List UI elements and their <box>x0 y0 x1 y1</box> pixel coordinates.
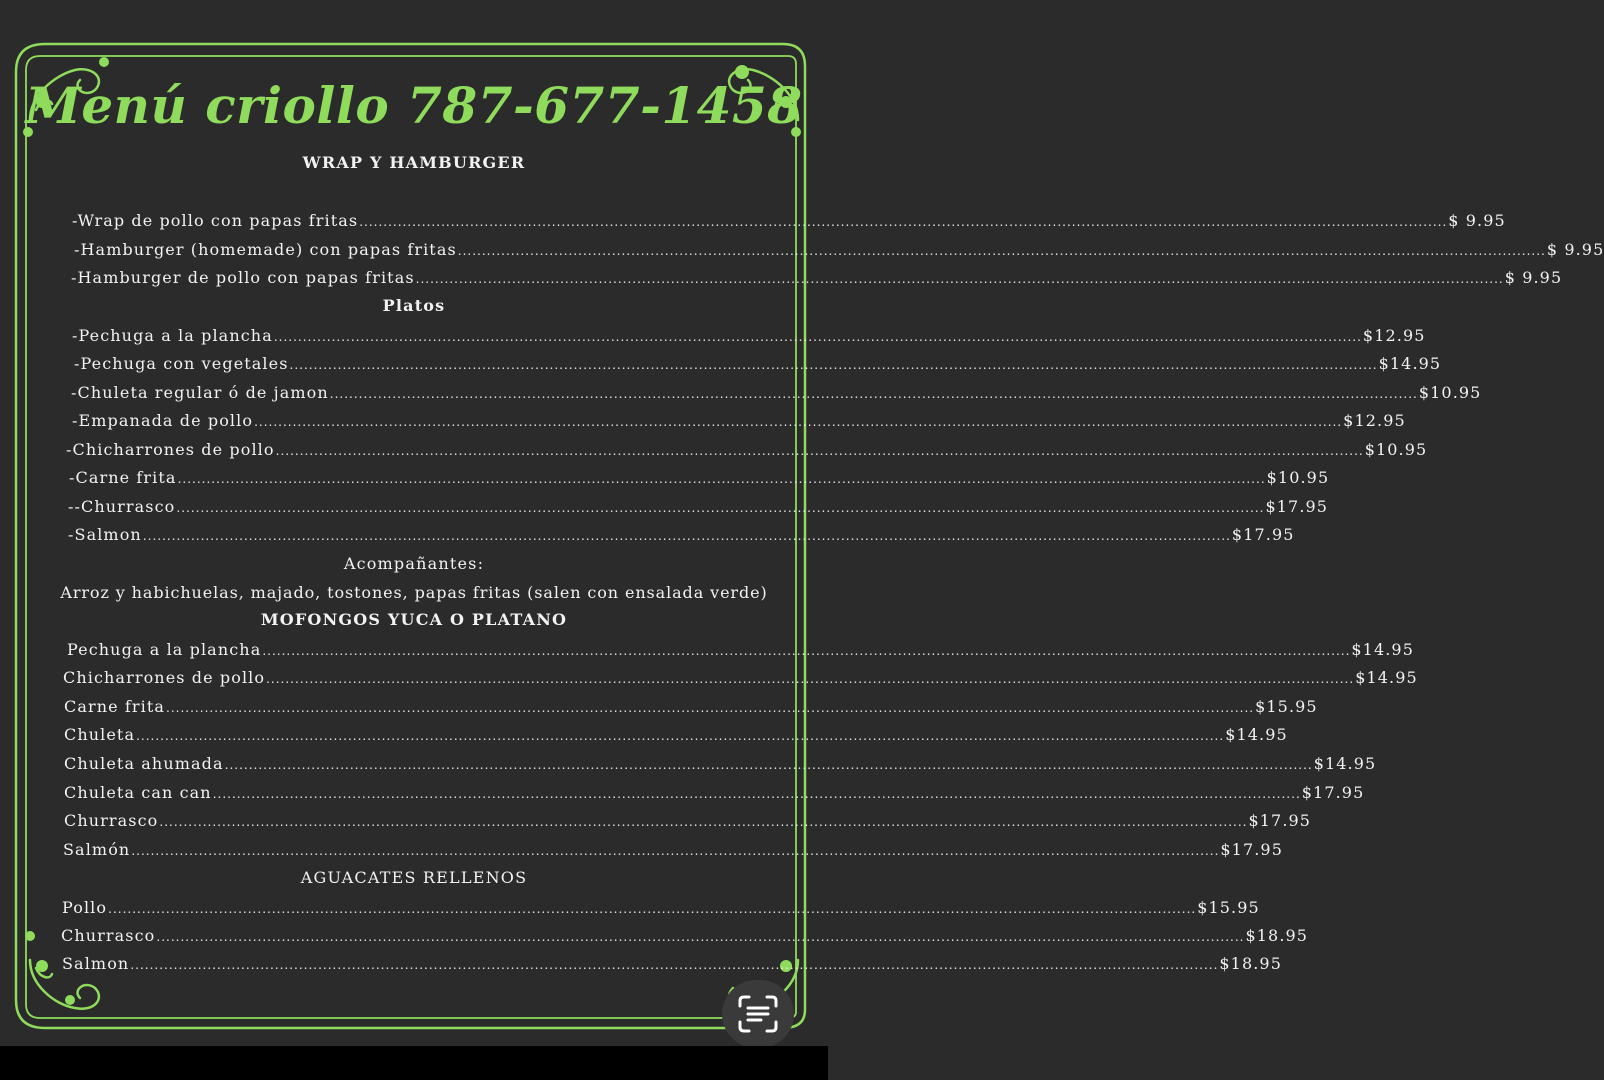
menu-item <box>68 497 1329 516</box>
item-price: $ 9.95 <box>1448 211 1506 230</box>
section-platos: Platos <box>382 296 446 315</box>
leader-dots: .................................................................................................................................................................................................................................. <box>177 472 1266 486</box>
item-name: Carne frita <box>64 697 166 716</box>
section-aguacates: AGUACATES RELLENOS <box>300 868 528 887</box>
menu-item <box>72 326 1426 345</box>
item-name: -Salmon <box>68 525 142 544</box>
menu-item <box>63 840 1283 859</box>
item-price: $12.95 <box>1362 326 1426 345</box>
menu-item <box>71 383 1482 402</box>
scan-text-icon <box>736 994 780 1034</box>
leader-dots: .................................................................................................................................................................................................................................. <box>136 729 1225 743</box>
item-price: $14.95 <box>1351 640 1414 659</box>
menu-item <box>62 954 1282 973</box>
item-name: -Chicharrones de pollo <box>66 440 275 459</box>
item-name: Salmón <box>63 840 131 859</box>
leader-dots: .................................................................................................................................................................................................................................. <box>266 672 1355 686</box>
menu-item <box>64 754 1377 773</box>
item-price: $18.95 <box>1245 926 1309 945</box>
menu-item <box>74 240 1604 259</box>
item-price: $ 9.95 <box>1504 268 1563 287</box>
menu-title: Menú criollo 787-677-1458 <box>25 76 803 135</box>
menu-item <box>61 926 1309 945</box>
item-name: Chuleta <box>64 725 136 744</box>
item-name: --Churrasco <box>68 497 176 516</box>
menu-item <box>68 525 1295 544</box>
item-price: $14.95 <box>1355 668 1418 687</box>
item-price: $ 9.95 <box>1546 240 1604 259</box>
leader-dots: .................................................................................................................................................................................................................................. <box>273 330 1362 344</box>
item-price: $14.95 <box>1313 754 1377 773</box>
menu-item <box>71 268 1563 287</box>
item-name: Salmon <box>62 954 130 973</box>
item-price: $10.95 <box>1418 383 1482 402</box>
item-name: Pollo <box>62 898 108 917</box>
leader-dots: .................................................................................................................................................................................................................................. <box>166 701 1255 715</box>
leader-dots: .................................................................................................................................................................................................................................. <box>289 358 1378 372</box>
item-price: $10.95 <box>1364 440 1428 459</box>
item-name: -Chuleta regular ó de jamon <box>71 383 329 402</box>
menu-item <box>69 468 1330 487</box>
leader-dots: .................................................................................................................................................................................................................................. <box>415 272 1504 286</box>
leader-dots: .................................................................................................................................................................................................................................. <box>224 758 1313 772</box>
item-name: Churrasco <box>64 811 159 830</box>
item-name: -Pechuga con vegetales <box>74 354 289 373</box>
menu-item <box>64 697 1318 716</box>
item-price: $17.95 <box>1301 783 1365 802</box>
section-mofongos: MOFONGOS YUCA O PLATANO <box>260 610 568 629</box>
item-name: -Hamburger (homemade) con papas fritas <box>74 240 457 259</box>
section-wrap-hamburger: WRAP Y HAMBURGER <box>302 153 526 172</box>
leader-dots: .................................................................................................................................................................................................................................. <box>254 415 1343 429</box>
leader-dots: .................................................................................................................................................................................................................................. <box>142 529 1231 543</box>
menu-item <box>62 898 1260 917</box>
item-name: -Pechuga a la plancha <box>72 326 273 345</box>
leader-dots: .................................................................................................................................................................................................................................. <box>176 501 1265 515</box>
bottom-bar <box>0 1046 828 1080</box>
menu-item <box>63 668 1418 687</box>
item-name: -Wrap de pollo con papas fritas <box>72 211 359 230</box>
acompanantes-note: Arroz y habichuelas, majado, tostones, papas fritas (salen con ensalada verde) <box>60 583 768 602</box>
item-price: $14.95 <box>1378 354 1442 373</box>
menu-item <box>72 411 1406 430</box>
item-name: Churrasco <box>61 926 156 945</box>
leader-dots: .................................................................................................................................................................................................................................. <box>359 215 1448 229</box>
leader-dots: .................................................................................................................................................................................................................................. <box>156 930 1245 944</box>
menu-item <box>72 211 1506 230</box>
item-name: Pechuga a la plancha <box>67 640 262 659</box>
menu-item <box>64 725 1288 744</box>
item-price: $17.95 <box>1248 811 1312 830</box>
menu-item <box>67 640 1414 659</box>
item-name: Chuleta can can <box>64 783 212 802</box>
scan-text-button[interactable] <box>722 980 794 1048</box>
item-price: $10.95 <box>1266 468 1330 487</box>
item-price: $14.95 <box>1225 725 1288 744</box>
leader-dots: .................................................................................................................................................................................................................................. <box>159 815 1248 829</box>
leader-dots: .................................................................................................................................................................................................................................. <box>108 902 1197 916</box>
item-price: $12.95 <box>1343 411 1406 430</box>
item-name: Chuleta ahumada <box>64 754 224 773</box>
item-price: $17.95 <box>1231 525 1295 544</box>
item-name: Chicharrones de pollo <box>63 668 266 687</box>
item-price: $15.95 <box>1197 898 1260 917</box>
menu-item <box>64 783 1365 802</box>
leader-dots: .................................................................................................................................................................................................................................. <box>262 644 1351 658</box>
menu-item <box>64 811 1312 830</box>
menu-item <box>74 354 1442 373</box>
item-name: -Carne frita <box>69 468 177 487</box>
leader-dots: .................................................................................................................................................................................................................................. <box>130 958 1219 972</box>
leader-dots: .................................................................................................................................................................................................................................. <box>131 844 1220 858</box>
item-name: -Empanada de pollo <box>72 411 254 430</box>
leader-dots: .................................................................................................................................................................................................................................. <box>457 244 1546 258</box>
item-price: $17.95 <box>1265 497 1329 516</box>
section-acompanantes: Acompañantes: <box>343 554 485 573</box>
item-price: $15.95 <box>1255 697 1318 716</box>
item-price: $17.95 <box>1220 840 1283 859</box>
item-name: -Hamburger de pollo con papas fritas <box>71 268 415 287</box>
leader-dots: .................................................................................................................................................................................................................................. <box>329 387 1418 401</box>
leader-dots: .................................................................................................................................................................................................................................. <box>212 787 1301 801</box>
menu-item <box>66 440 1428 459</box>
item-price: $18.95 <box>1219 954 1282 973</box>
leader-dots: .................................................................................................................................................................................................................................. <box>275 444 1364 458</box>
